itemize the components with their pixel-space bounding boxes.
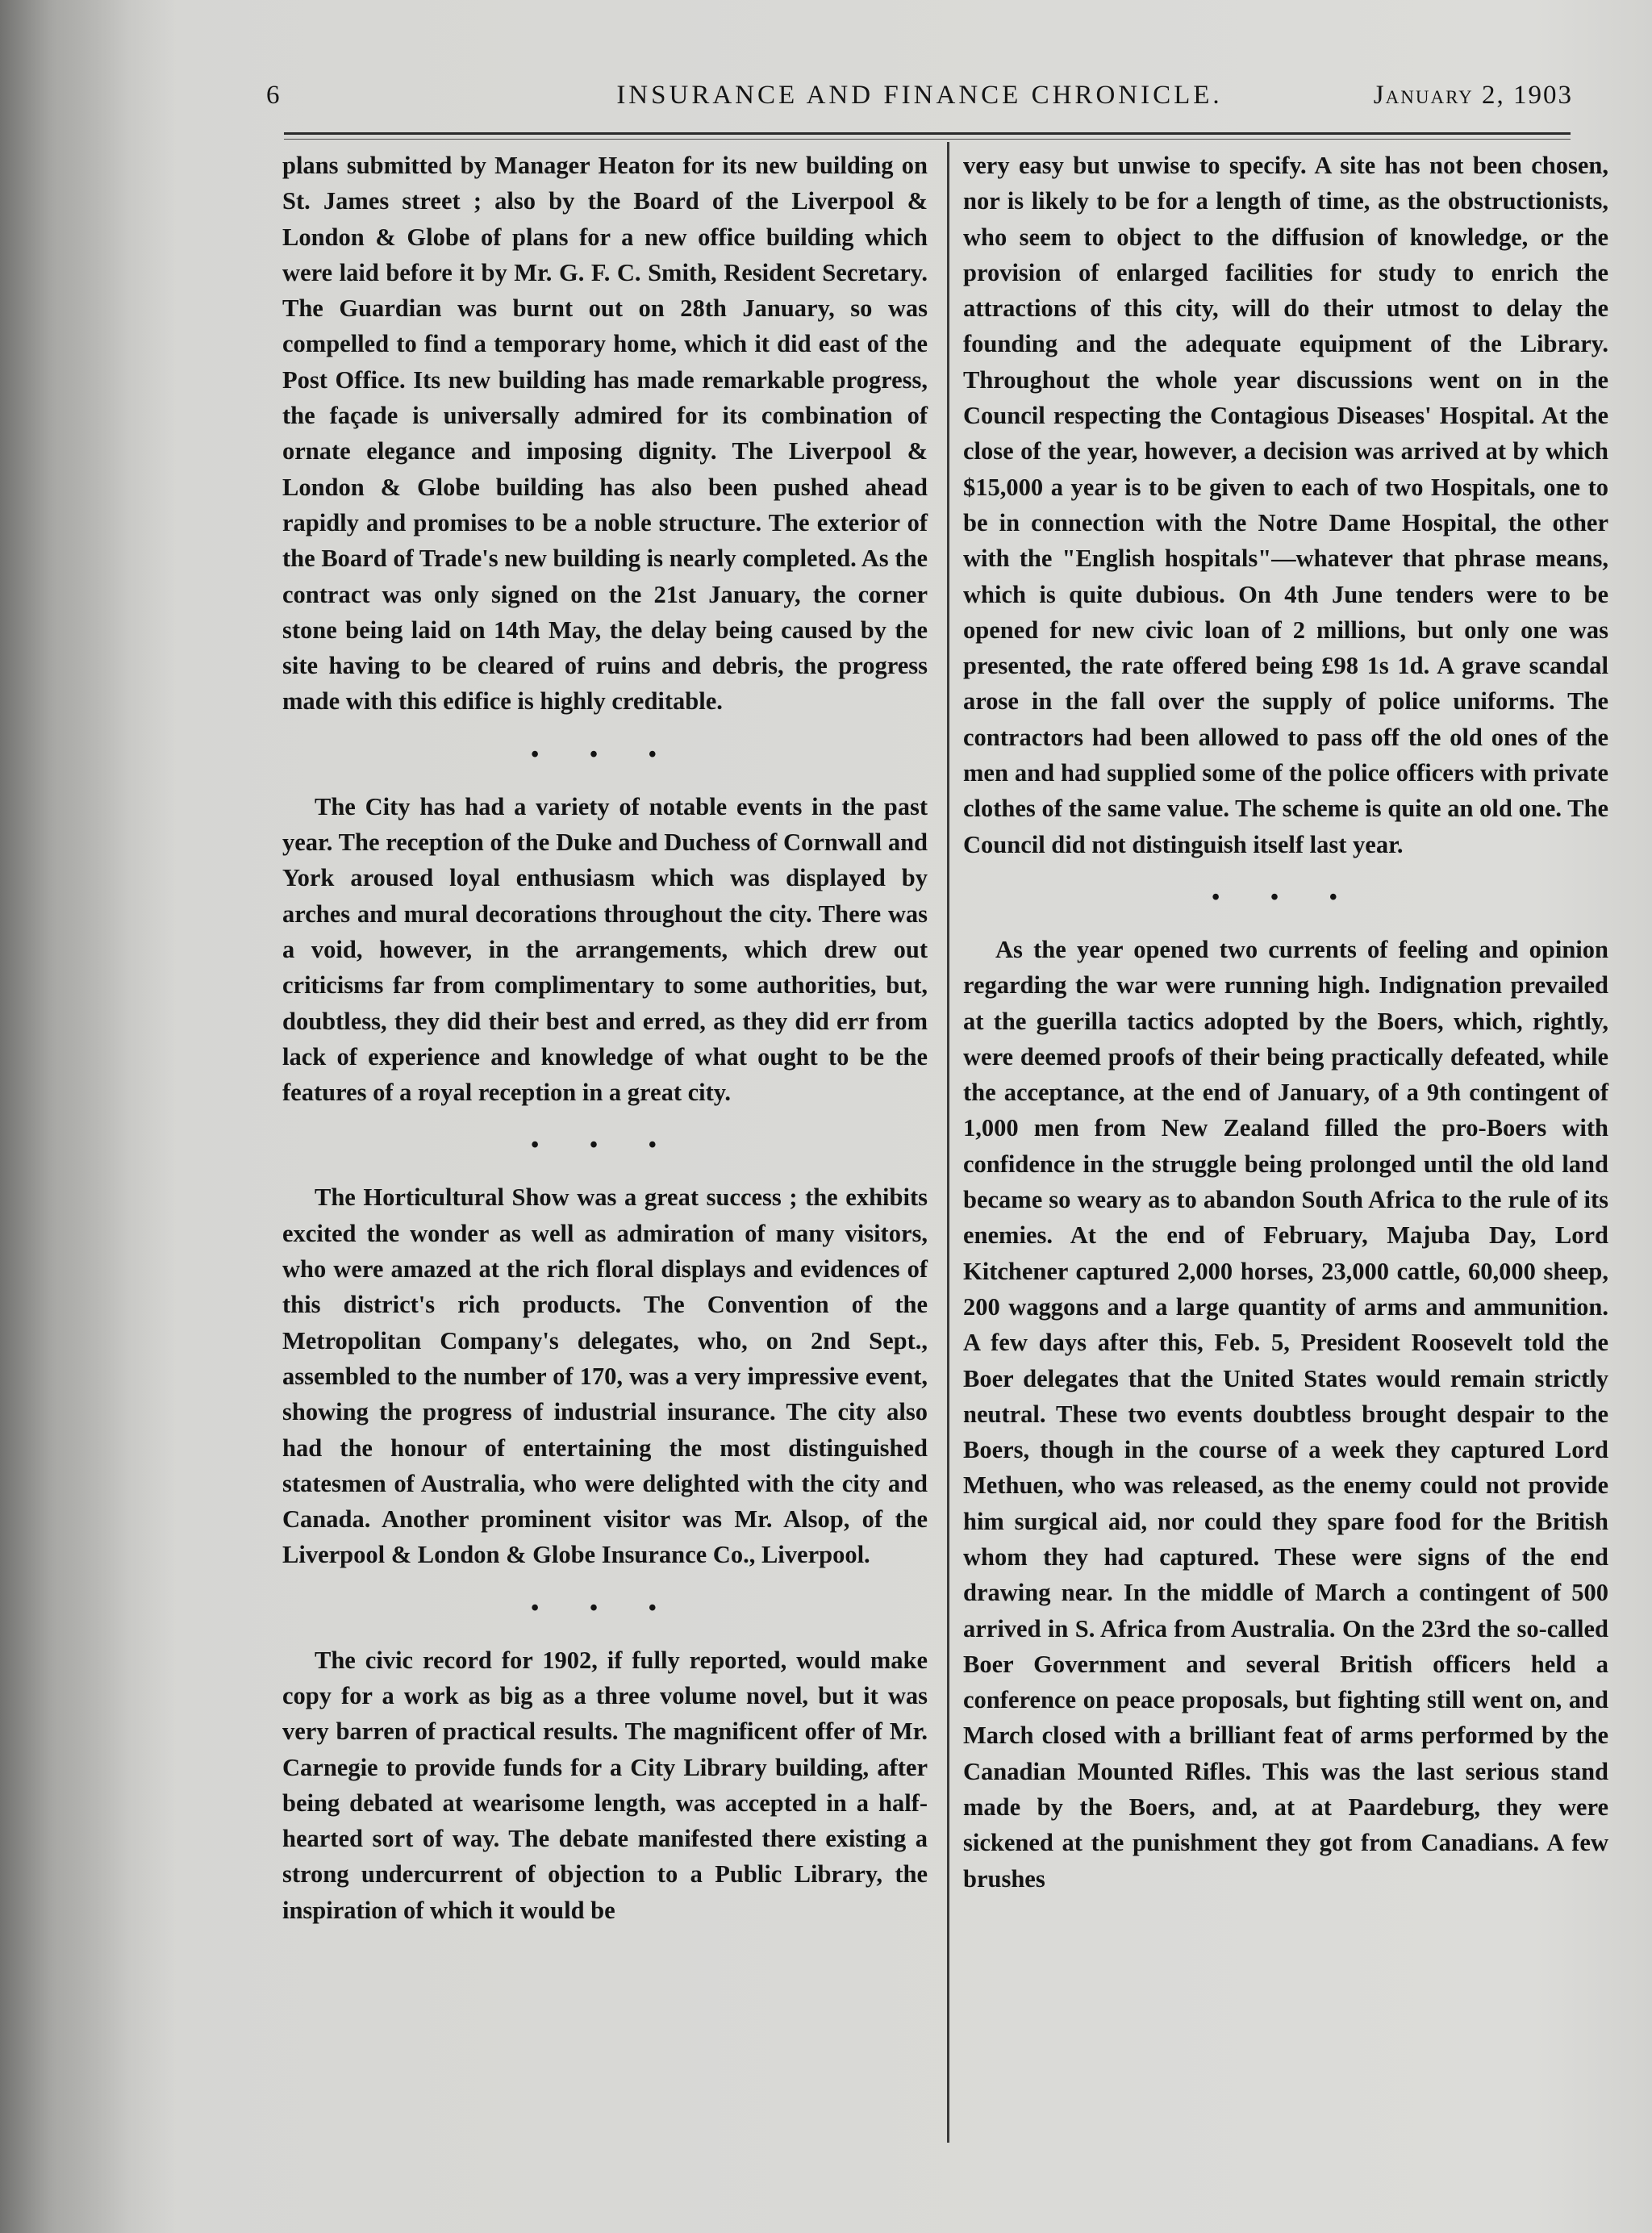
column-divider	[947, 142, 949, 2143]
section-separator: • • •	[531, 1595, 679, 1621]
right-column	[963, 148, 1608, 1897]
paragraph: very easy but unwise to specify. A site has not been chosen, nor is likely to be for a length of time, as the obstructionists, who seem to object to the diffusion of knowledge, or the provision of enlarged facilities for study to enrich the attractions of this city, will do their utmost to delay the founding and the adequate equipment of the Library. Throughout the whole year discussions went on in the Council respecting the Contagious Diseases' Hospital. At the close of the year, however, a decision was arrived at by which $15,000 a year is to be given to each of two Hospitals, one to be in connection with the Notre Dame Hospital, the other with the "English hospitals"—whatever that phrase means, which is quite dubious. On 4th June tenders were to be opened for new civic loan of 2 millions, but only one was presented, the rate offered being £98 1s 1d. A grave scandal arose in the fall over the supply of police uniforms. The contractors had been allowed to pass off the old ones of the men and had supplied some of the police officers with private clothes of the same value. The scheme is quite an old one. The Council did not distinguish itself last year.	[963, 152, 1608, 858]
paragraph: The City has had a variety of notable events in the past year. The reception of the Duke and Duchess of Cornwall and York aroused loyal enthusiasm which was displayed by arches and mural decorations throughout the city. There was a void, however, in the arrangements, which drew out criticisms far from complimentary to some authorities, but, doubtless, they did their best and erred, as they did err from lack of experience and knowledge of what ought to be the features of a royal reception in a great city.	[282, 792, 928, 1107]
header-rule	[284, 132, 1571, 140]
publication-title: INSURANCE AND FINANCE CHRONICLE.	[616, 81, 1223, 110]
paragraph: As the year opened two currents of feeling and opinion regarding the war were running high. Indignation prevailed at the guerilla tactics adopted by the Boers, which, rightly, were deemed proofs of their being practically defeated, while the acceptance, at the end of January, of a 9th contingent of 1,000 men from New Zealand filled the pro-Boers with confidence in the struggle being prolonged until the old land became so weary as to abandon South Africa to the rule of its enemies. At the end of February, Majuba Day, Lord Kitchener captured 2,000 horses, 23,000 cattle, 60,000 sheep, 200 waggons and a large quantity of arms and ammunition. A few days after this, Feb. 5, President Roosevelt told the Boer delegates that the United States would remain strictly neutral. These two events doubtless brought despair to the Boers, though in the course of a week they captured Lord Methuen, who was released, as the enemy could not provide him surgical aid, nor could they spare food for the British whom they had captured. These were signs of the end drawing near. In the middle of March a contingent of 500 arrived in S. Africa from Australia. On the 23rd the so-called Boer Government and several British officers held a conference on peace proposals, but fighting still went on, and March closed with a brilliant feat of arms performed by the Canadian Mounted Rifles. This was the last serious stand made by the Boers, and, at at Paardeburg, they were sickened at the punishment they got from Canadians. A few brushes	[963, 935, 1608, 1893]
page-number: 6	[266, 81, 282, 110]
paragraph: The civic record for 1902, if fully reported, would make copy for a work as big as a three volume novel, but it was very barren of practical results. The magnificent offer of Mr. Carnegie to provide funds for a City Library building, after being debated at wearisome length, was accepted in a half-hearted sort of way. The debate manifested there existing a strong undercurrent of objection to a Public Library, the inspiration of which it would be	[282, 1646, 928, 1924]
paragraph: The Horticultural Show was a great success ; the exhibits excited the wonder as well as admiration of many visitors, who were amazed at the rich floral displays and evidences of this district's rich products. The Convention of the Metropolitan Company's delegates, who, on 2nd Sept., assembled to the number of 170, was a very impressive event, showing the progress of industrial insurance. The city also had the honour of entertaining the most distinguished statesmen of Australia, who were delighted with the city and Canada. Another prominent visitor was Mr. Alsop, of the Liverpool & London & Globe Insurance Co., Liverpool.	[282, 1183, 928, 1569]
paragraph: plans submitted by Manager Heaton for its new building on St. James street ; also by the Board of the Liverpool & London & Globe of plans for a new office building which were laid before it by Mr. G. F. C. Smith, Resident Secretary. The Guardian was burnt out on 28th January, so was compelled to find a temporary home, which it did east of the Post Office. Its new building has made remarkable progress, the façade is universally admired for its combination of ornate elegance and imposing dignity. The Liverpool & London & Globe building has also been pushed ahead rapidly and promises to be a noble structure. The exterior of the Board of Trade's new building is nearly completed. As the contract was only signed on the 21st January, the corner stone being laid on 14th May, the delay being caused by the site having to be cleared of ruins and debris, the progress made with this edifice is highly creditable.	[282, 152, 928, 716]
section-separator: • • •	[1212, 884, 1360, 910]
binding-shadow	[0, 0, 177, 2233]
page-header	[266, 81, 1573, 129]
section-separator: • • •	[531, 741, 679, 767]
left-column	[282, 148, 928, 1928]
issue-date: January 2, 1903	[1373, 81, 1573, 110]
section-separator: • • •	[531, 1133, 679, 1158]
